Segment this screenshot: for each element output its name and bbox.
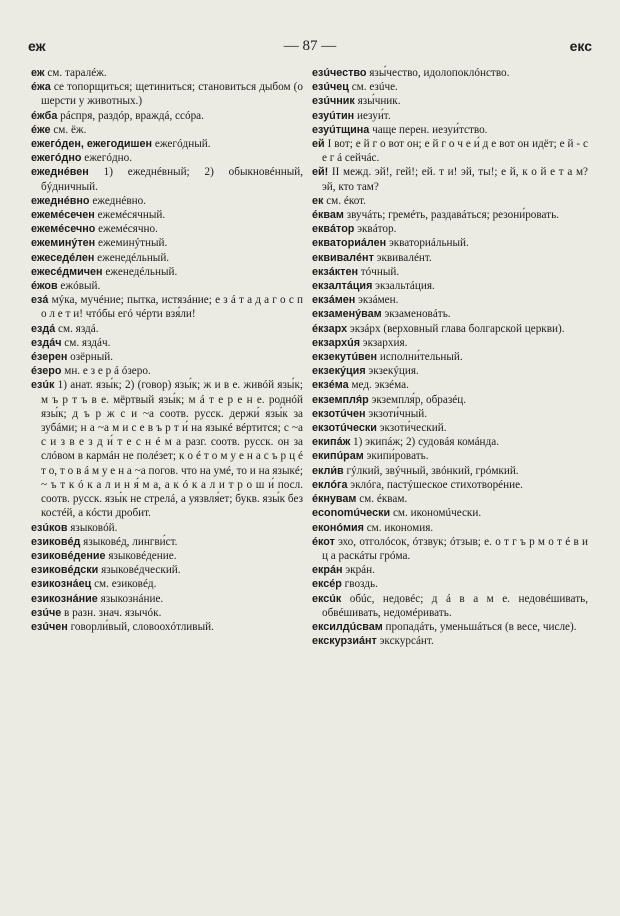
dictionary-entry	[312, 592, 588, 620]
entry-headword: еконóмия	[312, 521, 364, 534]
entry-headword: éжа	[31, 81, 51, 94]
entry-definition: эклóга, пастýшеское стихотворéние.	[347, 478, 523, 491]
entry-definition: се топорщиться; щетиниться; становиться дыбом (о шерсти у животных.)	[41, 81, 303, 108]
dictionary-entry	[31, 521, 303, 535]
entry-headword: екзотúчески	[312, 422, 377, 435]
entry-definition: см. éкот.	[323, 194, 366, 207]
entry-headword: езúче	[31, 606, 62, 619]
dictionary-entry	[312, 378, 588, 392]
dictionary-entry	[312, 464, 588, 478]
entry-headword: екзархúя	[312, 336, 360, 349]
entry-headword: éже	[31, 123, 51, 136]
entry-headword: езуúтщина	[312, 123, 370, 136]
dictionary-entry	[312, 165, 588, 193]
entry-definition: ежеминýтный.	[95, 237, 168, 250]
dictionary-entry	[312, 307, 588, 321]
entry-definition: язы́чник.	[354, 95, 401, 108]
dictionary-entry	[312, 421, 588, 435]
entry-definition: см. икономия.	[363, 521, 434, 534]
entry-headword: еж	[31, 67, 45, 79]
entry-definition: см. икономúчески.	[390, 507, 482, 520]
entry-headword: ездáч	[31, 336, 62, 349]
dictionary-entry	[312, 123, 588, 137]
dictionary-entry	[31, 109, 303, 123]
entry-headword: ежемéсечно	[31, 223, 96, 236]
entry-definition: ежеднéвно.	[89, 194, 146, 207]
entry-headword: езúчник	[312, 95, 355, 108]
dictionary-entry	[31, 80, 303, 108]
dictionary-entry	[312, 109, 588, 123]
dictionary-entry	[312, 293, 588, 307]
entry-headword: екипúрам	[312, 450, 364, 463]
entry-headword: езикознáец	[31, 578, 92, 591]
dictionary-entry	[312, 137, 588, 165]
entry-definition: экзальтáция.	[372, 280, 435, 293]
entry-definition: гýлкий, звýчный, звóнкий, грóмкий.	[343, 464, 519, 477]
dictionary-entry	[31, 592, 303, 606]
dictionary-entry	[31, 620, 303, 634]
entry-headword: езúчец	[312, 81, 349, 94]
entry-headword: езиковéд	[31, 535, 81, 548]
entry-headword: ездá	[31, 322, 56, 335]
entry-definition: см. яздáч.	[61, 336, 111, 349]
entry-headword: екзалтáция	[312, 280, 373, 293]
entry-headword: екзáмен	[312, 294, 356, 307]
entry-definition: экипи́ровать.	[363, 450, 429, 463]
entry-definition: языковóй.	[67, 521, 118, 534]
entry-headword: езикознáние	[31, 592, 98, 605]
entry-definition: экзоти́ческий.	[376, 422, 447, 435]
left-column	[31, 66, 303, 634]
dictionary-entry	[312, 279, 588, 293]
entry-headword: еклóга	[312, 478, 348, 491]
dictionary-entry	[312, 251, 588, 265]
entry-headword: еквивалéнт	[312, 251, 374, 264]
entry-definition: эхо, отголóсок, óтзвук; óтзыв; е. о т г ъ р м о т é в и ц а раскáты грóма.	[322, 535, 588, 562]
dictionary-entry	[31, 563, 303, 577]
dictionary-entry	[312, 634, 588, 648]
dictionary-entry	[312, 435, 588, 449]
dictionary-entry	[312, 66, 588, 80]
dictionary-entry	[312, 577, 588, 591]
dictionary-entry	[312, 407, 588, 421]
entry-definition: мед. экзéма.	[348, 379, 409, 392]
entry-definition: см. таралéж.	[44, 67, 107, 79]
entry-definition: экзáмен.	[355, 294, 399, 307]
entry-headword: éквам	[312, 209, 344, 222]
entry-definition: иезуи́т.	[354, 109, 391, 122]
dictionary-entry	[312, 393, 588, 407]
entry-definition: 1) ежеднéвный; 2) обыкновéнный, бýдничный.	[41, 166, 303, 193]
entry-headword: ежеседéлен	[31, 251, 95, 264]
entry-definition: экваториáльный.	[386, 237, 469, 250]
dictionary-entry	[312, 449, 588, 463]
dictionary-entry	[31, 350, 303, 364]
dictionary-entry	[31, 322, 303, 336]
entry-headword: екзáктен	[312, 265, 358, 278]
entry-definition: гвоздь.	[341, 578, 378, 591]
entry-definition: ежегóдно.	[81, 152, 133, 165]
dictionary-entry	[31, 279, 303, 293]
page-number: — 87 —	[283, 38, 337, 54]
entry-headword: езуúтин	[312, 109, 355, 122]
entry-definition: эквивалéнт.	[373, 251, 432, 264]
dictionary-entry	[312, 265, 588, 279]
entry-headword: ежеднéвен	[31, 166, 89, 179]
entry-definition: экзáрх (верховный глава болгарской церкви).	[347, 322, 565, 335]
entry-headword: éкнувам	[312, 493, 357, 506]
entry-headword: ежеминýтен	[31, 237, 96, 250]
entry-definition: обúс, недовéс; д á в а м е. недовéшивать, обвéшивать, недомéривать.	[322, 592, 588, 619]
header-right-guide-word: екс	[569, 38, 592, 54]
entry-definition: языковéдческий.	[98, 564, 181, 577]
entry-headword: ексéр	[312, 578, 342, 591]
entry-definition: II межд. эй!, гей!; ей. т и! эй, ты!; е й, к о й е т а м? эй, кто там?	[322, 166, 588, 193]
dictionary-entry	[31, 265, 303, 279]
entry-definition: см. езúче.	[348, 81, 398, 94]
entry-headword: екрáн	[312, 564, 343, 577]
entry-definition: 1) анат. язы́к; 2) (говор) язы́к; ж и в е. живóй язы́к; м ъ р т ъ в е. мёртвый язы́к; м á т е р е н е. роднóй язы́к; д ъ р ж с и ~а соотв. русск. держи́ язы́к за зубáми; н а ~а м и с е в ъ р т и́ на языкé вéртится; с ~а с и з в е з д и́ т е с н é м а разг. соотв. русск. он за слóвом в кармáн не полéзет; к о é т о м у е н а с ъ р ц é т о, т о в á м у е н а ~а погов. что на умé, то и на языкé; ~ ъ т к ó к а л и н я́ м а, а к ó к а л и т р о ш и́ посл. соотв. русск. язы́к не стрелá, а уязвля́ет; букв. язы́к без костéй, а кóсти дробит.	[41, 379, 303, 520]
dictionary-entry	[31, 577, 303, 591]
dictionary-entry	[31, 293, 303, 321]
entry-headword: екскурзиáнт	[312, 635, 377, 648]
entry-headword: екваториáлен	[312, 237, 387, 250]
entry-definition: см. ёж.	[50, 123, 87, 136]
entry-definition: язы́чество, идолопоклóнство.	[366, 67, 510, 79]
entry-definition: см. éквам.	[356, 493, 408, 506]
entry-headword: екзéма	[312, 379, 349, 392]
entry-definition: экскурсáнт.	[376, 635, 434, 648]
dictionary-entry	[31, 378, 303, 520]
entry-definition: языковéд, лингви́ст.	[80, 535, 178, 548]
dictionary-entry	[31, 606, 303, 620]
dictionary-entry	[312, 336, 588, 350]
dictionary-entry	[312, 506, 588, 520]
entry-definition: ежемéсячно.	[95, 223, 158, 236]
dictionary-entry	[312, 194, 588, 208]
entry-definition: см. езиковéд.	[91, 578, 157, 591]
entry-headword: ежегóден, ежегодишен	[31, 138, 153, 151]
entry-definition: в разн. знач. язычóк.	[61, 606, 162, 619]
dictionary-entry	[312, 236, 588, 250]
entry-headword: екзаменýвам	[312, 308, 382, 321]
dictionary-entry	[312, 535, 588, 563]
entry-headword: ексилдúсвам	[312, 620, 383, 633]
entry-definition: языковéдение.	[105, 549, 177, 562]
entry-definition: ежемéсячный.	[94, 209, 166, 222]
entry-headword: éжба	[31, 109, 58, 122]
dictionary-entry	[31, 151, 303, 165]
dictionary-entry	[312, 322, 588, 336]
entry-definition: тóчный.	[358, 265, 400, 278]
dictionary-entry	[31, 194, 303, 208]
entry-headword: ей	[312, 138, 325, 151]
entry-headword: ексúк	[312, 592, 342, 605]
dictionary-entry	[31, 336, 303, 350]
dictionary-entry	[31, 236, 303, 250]
entry-headword: езúчен	[31, 620, 68, 633]
dictionary-entry	[312, 521, 588, 535]
entry-headword: еквáтор	[312, 223, 355, 236]
entry-definition: экзаменовáть.	[381, 308, 451, 321]
entry-definition: мýка, мучéние; пытка, истязáние; е з á т а д а г о с п о л е т и! чтóбы егó чéрти взя́ли!	[41, 294, 303, 321]
dictionary-entry	[31, 137, 303, 151]
entry-definition: исполни́тельный.	[377, 351, 463, 364]
entry-definition: экрáн.	[342, 564, 375, 577]
dictionary-entry	[31, 549, 303, 563]
entry-definition: пропадáть, уменьшáться (в весе, числе).	[382, 620, 577, 633]
entry-definition: озёрный.	[67, 351, 114, 364]
dictionary-entry	[31, 535, 303, 549]
entry-headword: éзеро	[31, 365, 62, 378]
entry-definition: звучáть; гремéть, раздавáться; резони́ровать.	[343, 209, 559, 222]
entry-headword: ежесéдмичен	[31, 265, 103, 278]
entry-definition: мн. е з е р á óзеро.	[61, 365, 151, 378]
entry-headword: езиковéдение	[31, 549, 106, 562]
entry-headword: екземпля́р	[312, 393, 369, 406]
dictionary-entry	[312, 478, 588, 492]
entry-headword: езúчество	[312, 67, 367, 79]
entry-headword: éжов	[31, 280, 58, 293]
entry-headword: ежемéсечен	[31, 209, 95, 222]
dictionary-entry	[31, 364, 303, 378]
dictionary-entry	[31, 222, 303, 236]
entry-headword: éзерен	[31, 351, 68, 364]
entry-definition: еженедéльный.	[94, 251, 170, 264]
entry-definition: экзекýция.	[365, 365, 419, 378]
entry-definition: экзоти́чный.	[365, 407, 427, 420]
entry-definition: экземпля́р, образéц.	[368, 393, 467, 406]
dictionary-entry	[31, 208, 303, 222]
entry-headword: economúчески	[312, 507, 391, 520]
entry-headword: ежеднéвно	[31, 194, 90, 207]
dictionary-entry	[312, 620, 588, 634]
dictionary-entry	[31, 66, 303, 80]
dictionary-entry	[312, 94, 588, 108]
dictionary-entry	[31, 251, 303, 265]
dictionary-entry	[312, 364, 588, 378]
dictionary-entry	[312, 350, 588, 364]
entry-definition: экзархи́я.	[360, 336, 408, 349]
dictionary-entry	[312, 80, 588, 94]
entry-definition: чаще перен. иезуи́тство.	[369, 123, 488, 136]
dictionary-entry	[31, 165, 303, 193]
entry-headword: езúков	[31, 521, 68, 534]
right-column	[312, 66, 588, 648]
entry-headword: ей!	[312, 166, 329, 179]
entry-headword: езиковéдски	[31, 564, 99, 577]
dictionary-entry	[312, 492, 588, 506]
entry-definition: говорли́вый, словоохóтливый.	[67, 620, 214, 633]
entry-headword: екипáж	[312, 436, 351, 449]
entry-headword: ежегóдно	[31, 152, 82, 165]
entry-headword: езá	[31, 294, 49, 307]
entry-definition: 1) экипáж; 2) судовáя комáнда.	[350, 436, 499, 449]
entry-definition: рáспря, раздóр, враждá, ссóра.	[57, 109, 204, 122]
entry-headword: екзекýция	[312, 365, 366, 378]
entry-headword: ек	[312, 194, 324, 207]
entry-definition: I вот; е й г о вот он; е й г о ч е и́ д е вот он идёт; е й - с е г á сейчáс.	[322, 138, 588, 165]
page-header	[28, 38, 592, 58]
entry-definition: см. яздá.	[55, 322, 99, 335]
entry-headword: éкот	[312, 535, 335, 548]
entry-definition: ежóвый.	[57, 280, 101, 293]
entry-definition: еженедéльный.	[102, 265, 178, 278]
dictionary-entry	[312, 208, 588, 222]
entry-definition: языкознáние.	[97, 592, 164, 605]
entry-headword: éкзарх	[312, 322, 348, 335]
entry-headword: екли́в	[312, 464, 344, 477]
dictionary-entry	[312, 222, 588, 236]
entry-headword: езúк	[31, 379, 55, 392]
entry-definition: ежегóдный.	[152, 138, 211, 151]
entry-definition: эквáтор.	[354, 223, 397, 236]
entry-headword: екзекутúвен	[312, 351, 378, 364]
entry-headword: екзотúчен	[312, 407, 366, 420]
dictionary-entry	[312, 563, 588, 577]
header-left-guide-word: еж	[28, 38, 46, 54]
dictionary-entry	[31, 123, 303, 137]
